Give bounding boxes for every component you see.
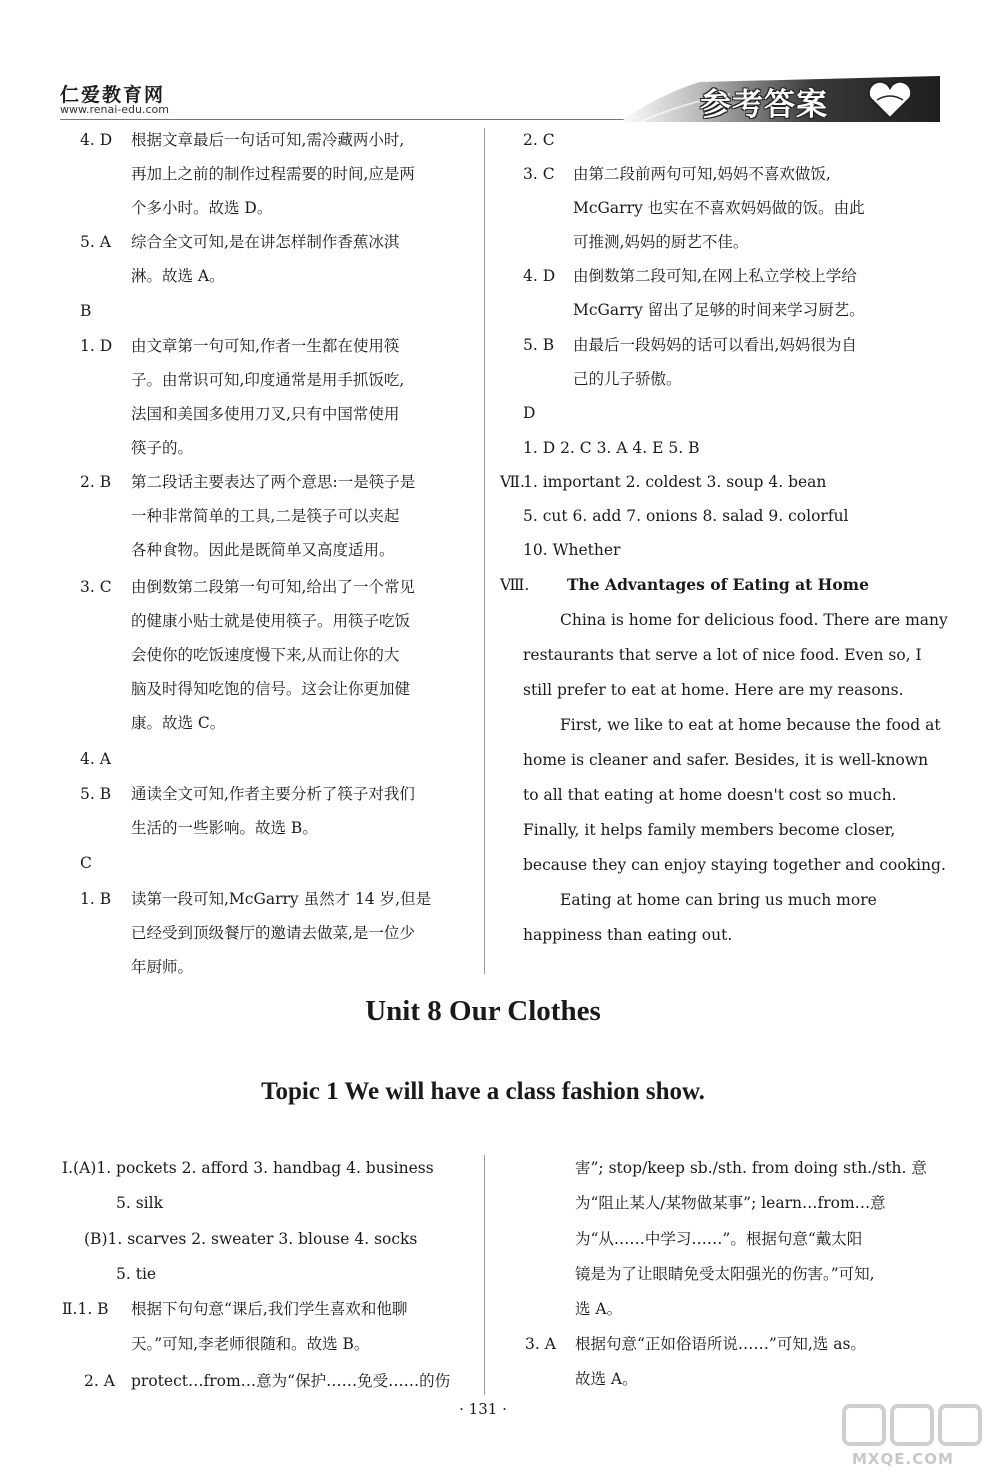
essay-line: restaurants that serve a lot of nice food. Even so, I [523,646,922,664]
answer-number: 4. A [80,750,111,768]
answer-row: 10. Whether [523,541,621,559]
answer-text: 根据句意“正如俗语所说……”可知,选 as。 [575,1335,866,1353]
answer-text: 由倒数第二段可知,在网上私立学校上学给 [573,267,857,285]
answer-text: 通读全文可知,作者主要分析了筷子对我们 [131,785,415,803]
answer-text: 康。故选 C。 [131,714,226,732]
site-url: www.renai-edu.com [60,103,169,116]
answer-text: 的健康小贴士就是使用筷子。用筷子吃饭 [131,612,411,630]
banner-title: 参考答案 [700,87,828,123]
answer-text: 筷子的。 [131,439,194,457]
answer-text: 己的儿子骄傲。 [573,370,682,388]
answer-text: 为“阻止某人/某物做某事”; learn…from…意 [575,1194,886,1212]
heart-logo-icon [865,80,915,120]
section-letter: C [80,854,92,872]
answer-text: 再加上之前的制作过程需要的时间,应是两 [131,165,415,183]
column-divider-top [484,128,485,974]
answer-text: 镜是为了让眼睛免受太阳强光的伤害。”可知, [575,1265,875,1283]
answer-text: 可推测,妈妈的厨艺不佳。 [573,233,749,251]
answer-text: 害”; stop/keep sb./sth. from doing sth./sth. 意 [575,1159,927,1177]
section-label: Ⅶ. [500,473,525,491]
essay-line: China is home for delicious food. There are many [560,611,948,629]
answer-text: 由第二段前两句可知,妈妈不喜欢做饭, [573,165,831,183]
section-letter: D [523,404,536,422]
answer-number: 5. B [80,785,112,803]
answer-text: McGarry 留出了足够的时间来学习厨艺。 [573,301,865,319]
essay-title: The Advantages of Eating at Home [567,575,869,594]
answer-text: 天。”可知,李老师很随和。故选 B。 [131,1335,370,1353]
answer-text: protect…from…意为“保护……免受……的伤 [131,1372,451,1390]
answer-text: 根据下句句意“课后,我们学生喜欢和他聊 [131,1300,408,1318]
answer-text: 子。由常识可知,印度通常是用手抓饭吃, [131,371,405,389]
answer-text: 法国和美国多使用刀叉,只有中国常使用 [131,405,400,423]
essay-line: happiness than eating out. [523,926,733,944]
essay-line: home is cleaner and safer. Besides, it is well-known [523,751,929,769]
answer-text: 为“从……中学习……”。根据句意“戴太阳 [575,1230,863,1248]
answer-text: 由倒数第二段第一句可知,给出了一个常见 [131,578,415,596]
answer-row: 1. important 2. coldest 3. soup 4. bean [523,473,827,491]
column-divider-bottom [484,1155,485,1395]
essay-line: to all that eating at home doesn't cost so much. [523,786,897,804]
answer-text: 读第一段可知,McGarry 虽然才 14 岁,但是 [131,890,432,908]
answer-number: 4. D [523,267,556,285]
essay-line: First, we like to eat at home because the food at [560,716,941,734]
answer-number: 3. A [525,1335,556,1353]
answer-number: 2. C [523,131,555,149]
answer-text: 生活的一些影响。故选 B。 [131,819,318,837]
answer-text: 淋。故选 A。 [131,267,225,285]
answer-text: 个多小时。故选 D。 [131,199,273,217]
answer-text: 一种非常简单的工具,二是筷子可以夹起 [131,507,400,525]
answer-row: 1. D 2. C 3. A 4. E 5. B [523,439,700,457]
answer-row: Ⅰ.(A)1. pockets 2. afford 3. handbag 4. business [62,1159,434,1177]
answer-text: 已经受到顶级餐厅的邀请去做菜,是一位少 [131,924,415,942]
site-name: 仁爱教育网 [60,84,166,106]
answer-text: McGarry 也实在不喜欢妈妈做的饭。由此 [573,199,865,217]
answer-text: 年厨师。 [131,958,194,976]
essay-line: Eating at home can bring us much more [560,891,877,909]
watermark-text: MXQE.COM [852,1450,954,1468]
answer-number: 2. A [84,1372,115,1390]
answer-number: 4. D [80,131,113,149]
answer-text: 由最后一段妈妈的话可以看出,妈妈很为自 [573,336,857,354]
answer-number: 5. B [523,336,555,354]
answer-row: 5. silk [116,1194,163,1212]
answer-text: 根据文章最后一句话可知,需冷藏两小时, [131,131,405,149]
answer-text: 脑及时得知吃饱的信号。这会让你更加健 [131,680,411,698]
answer-text: 第二段话主要表达了两个意思:一是筷子是 [131,473,416,491]
answer-number: Ⅱ.1. B [62,1300,109,1318]
answer-text: 故选 A。 [575,1370,638,1388]
answer-row: 5. cut 6. add 7. onions 8. salad 9. colorful [523,507,849,525]
section-letter: B [80,302,92,320]
header-divider [60,119,670,120]
answer-number: 2. B [80,473,112,491]
essay-line: because they can enjoy staying together and cooking. [523,856,946,874]
answer-text: 会使你的吃饭速度慢下来,从而让你的大 [131,646,400,664]
answer-number: 5. A [80,233,111,251]
answer-row: 5. tie [116,1265,157,1283]
section-label: Ⅷ. [500,576,530,594]
page-number: · 131 · [459,1400,507,1418]
answer-text: 选 A。 [575,1300,623,1318]
answer-text: 综合全文可知,是在讲怎样制作香蕉冰淇 [131,233,400,251]
topic-title: Topic 1 We will have a class fashion show. [261,1078,705,1105]
unit-title: Unit 8 Our Clothes [365,995,601,1027]
answer-number: 1. D [80,337,113,355]
answer-row: (B)1. scarves 2. sweater 3. blouse 4. socks [84,1230,418,1248]
answer-number: 3. C [80,578,112,596]
answer-text: 由文章第一句可知,作者一生都在使用筷 [131,337,400,355]
answer-text: 各种食物。因此是既简单又高度适用。 [131,541,395,559]
essay-line: still prefer to eat at home. Here are my reasons. [523,681,904,699]
essay-line: Finally, it helps family members become closer, [523,821,896,839]
answer-number: 3. C [523,165,555,183]
answer-number: 1. B [80,890,112,908]
